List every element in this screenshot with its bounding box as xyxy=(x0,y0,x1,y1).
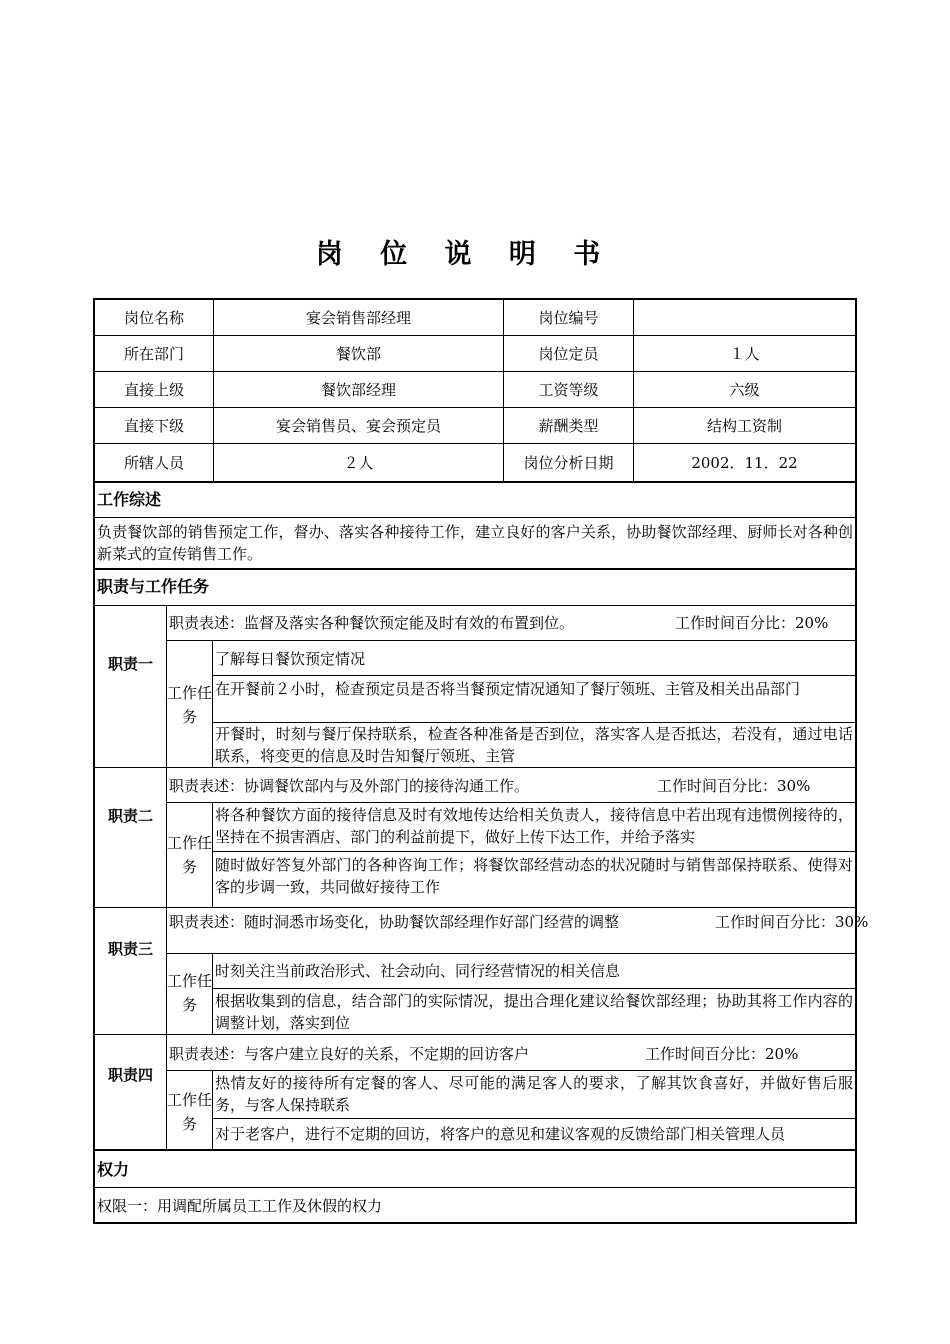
task-label: 工作任务 xyxy=(167,1091,213,1133)
duty-time-percent: 工作时间百分比：20% xyxy=(645,1045,799,1063)
label-salary-grade: 工资等级 xyxy=(538,381,599,399)
label-position-name: 岗位名称 xyxy=(123,309,184,327)
label-position-number: 岗位编号 xyxy=(538,309,599,327)
duty-label: 职责四 xyxy=(107,1066,153,1084)
task-label: 工作任务 xyxy=(167,972,213,1014)
label-staff-count: 所辖人员 xyxy=(123,454,184,472)
duty-time-percent: 工作时间百分比：30% xyxy=(657,777,811,795)
task-item: 热情友好的接待所有定餐的客人、尽可能的满足客人的要求，了解其饮食喜好，并做好售后服务，与客人保持联系 xyxy=(215,1074,853,1114)
label-direct-superior: 直接上级 xyxy=(123,381,184,399)
value-direct-superior: 餐饮部经理 xyxy=(320,381,396,399)
task-item: 对于老客户，进行不定期的回访，将客户的意见和建议客观的反馈给部门相关管理人员 xyxy=(215,1125,786,1143)
task-item: 了解每日餐饮预定情况 xyxy=(215,650,366,668)
value-department: 餐饮部 xyxy=(335,345,381,363)
duty-description: 职责表述：协调餐饮部内与及外部门的接待沟通工作。 xyxy=(169,777,530,795)
task-item: 在开餐前２小时，检查预定员是否将当餐预定情况通知了餐厅领班、主管及相关出品部门 xyxy=(215,680,801,698)
summary-heading: 工作综述 xyxy=(97,490,162,509)
duty-time-percent: 工作时间百分比：30% xyxy=(715,913,869,931)
task-label: 工作任务 xyxy=(167,684,213,726)
duty-label: 职责三 xyxy=(107,940,153,958)
label-pay-type: 薪酬类型 xyxy=(538,417,599,435)
duty-label: 职责二 xyxy=(107,807,153,825)
duty-description: 职责表述：监督及落实各种餐饮预定能及时有效的布置到位。 xyxy=(169,614,575,632)
job-description-table xyxy=(93,298,869,1224)
task-item: 时刻关注当前政治形式、社会动向、同行经营情况的相关信息 xyxy=(215,962,621,980)
label-department: 所在部门 xyxy=(123,345,184,363)
duties-heading: 职责与工作任务 xyxy=(97,577,210,596)
task-label: 工作任务 xyxy=(167,834,213,876)
value-staff-count: ２人 xyxy=(343,454,374,472)
authority-item: 权限一：用调配所属员工工作及休假的权力 xyxy=(97,1197,383,1215)
value-analysis-date: 2002．11．22 xyxy=(691,454,798,472)
duty-time-percent: 工作时间百分比：20% xyxy=(675,614,829,632)
task-item: 根据收集到的信息，结合部门的实际情况，提出合理化建议给餐饮部经理；协助其将工作内容的调整计划，落实到位 xyxy=(215,992,853,1032)
summary-text: 负责餐饮部的销售预定工作，督办、落实各种接待工作，建立良好的客户关系，协助餐饮部经理、厨师长对各种创新菜式的宣传销售工作。 xyxy=(97,523,853,563)
duty-label: 职责一 xyxy=(107,655,153,673)
label-headcount: 岗位定员 xyxy=(538,345,599,363)
task-item: 开餐时，时刻与餐厅保持联系，检查各种准备是否到位，落实客人是否抵达，若没有，通过电话联系，将变更的信息及时告知餐厅领班、主管 xyxy=(215,725,853,765)
authority-heading: 权力 xyxy=(97,1160,130,1179)
label-direct-subordinates: 直接下级 xyxy=(123,417,184,435)
duty-description: 职责表述：与客户建立良好的关系，不定期的回访客户 xyxy=(169,1045,530,1063)
task-item: 随时做好答复外部门的各种咨询工作；将餐饮部经营动态的状况随时与销售部保持联系、使得对客的步调一致，共同做好接待工作 xyxy=(215,856,853,896)
value-headcount: １人 xyxy=(729,345,760,363)
duty-description: 职责表述：随时洞悉市场变化，协助餐饮部经理作好部门经营的调整 xyxy=(169,913,620,931)
label-analysis-date: 岗位分析日期 xyxy=(523,454,614,472)
page-title: 岗 位 说 明 书 xyxy=(315,239,615,270)
value-direct-subordinates: 宴会销售员、宴会预定员 xyxy=(275,417,441,435)
value-pay-type: 结构工资制 xyxy=(706,417,782,435)
task-item: 将各种餐饮方面的接待信息及时有效地传达给相关负责人，接待信息中若出现有违惯例接待的，坚持在不损害酒店、部门的利益前提下，做好上传下达工作，并给予落实 xyxy=(215,806,853,846)
value-salary-grade: 六级 xyxy=(729,381,760,399)
value-position-name: 宴会销售部经理 xyxy=(305,309,411,327)
